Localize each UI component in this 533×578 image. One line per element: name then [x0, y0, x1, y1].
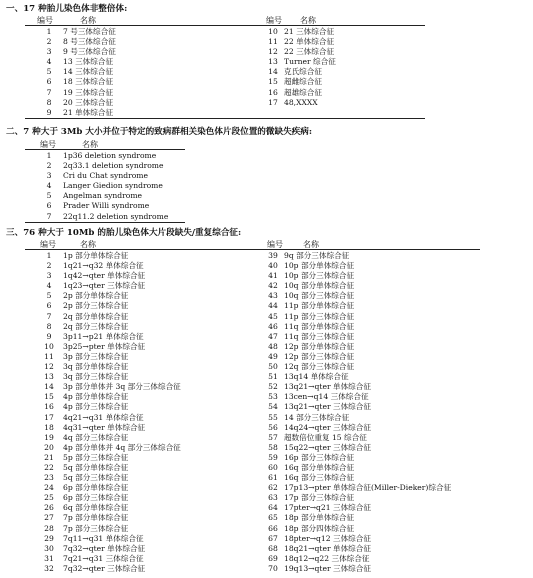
row-number: 59	[268, 452, 278, 462]
section1-col-no-right: 编号	[266, 16, 282, 25]
row-number: 68	[268, 543, 278, 553]
row-name: 15q22→qter 三体综合征	[284, 442, 371, 452]
row-name: 超雄综合征	[284, 87, 322, 97]
row-name: 18pter→q12 三体综合征	[284, 533, 371, 543]
section3-col-no-left: 编号	[40, 240, 56, 249]
row-number: 69	[268, 553, 278, 563]
row-name: Angelman syndrome	[63, 191, 143, 201]
table-row	[35, 312, 258, 322]
row-name: 19 三体综合征	[63, 87, 114, 97]
row-name: 10p 部分单体综合征	[284, 261, 355, 271]
table-row	[35, 554, 258, 564]
row-number: 49	[268, 351, 278, 361]
row-name: 10q 部分单体综合征	[284, 281, 355, 291]
row-number: 40	[268, 261, 278, 271]
row-name: 1p36 deletion syndrome	[63, 151, 157, 160]
row-number: 1	[46, 151, 52, 160]
row-name: 1q21→q32 单体综合征	[63, 261, 144, 271]
row-number: 10	[268, 27, 278, 36]
row-name: 18 三体综合征	[63, 77, 114, 87]
table-row	[35, 463, 258, 473]
row-name: Cri du Chat syndrome	[63, 171, 148, 181]
row-name: 7q32→qter 三体综合征	[63, 563, 146, 573]
section3-col-name-left: 名称	[80, 240, 96, 249]
row-number: 17	[44, 412, 54, 422]
row-number: 44	[268, 301, 278, 311]
row-name: 9 号三体综合征	[63, 47, 116, 57]
row-number: 6	[46, 201, 52, 211]
table-row	[262, 47, 434, 57]
row-number: 6	[46, 77, 52, 87]
row-name: 21 三体综合征	[284, 27, 335, 36]
table-row	[262, 534, 529, 544]
table-row	[35, 88, 243, 98]
row-number: 27	[44, 513, 54, 523]
row-number: 16	[268, 87, 278, 97]
row-name: 14q24→qter 三体综合征	[284, 422, 371, 432]
table-row	[262, 57, 434, 67]
table-row	[35, 251, 258, 261]
row-number: 30	[44, 543, 54, 553]
row-number: 19	[44, 432, 54, 442]
table-row	[262, 281, 529, 291]
row-number: 12	[44, 362, 54, 372]
table-row	[35, 301, 258, 311]
row-number: 47	[268, 331, 278, 341]
table-row	[35, 433, 258, 443]
section3-header-rule	[25, 249, 480, 250]
row-number: 46	[268, 321, 278, 331]
row-number: 1	[46, 251, 52, 260]
row-number: 55	[268, 412, 278, 422]
table-row	[262, 372, 529, 382]
row-number: 25	[44, 493, 54, 503]
row-name: 7p 部分单体综合征	[63, 513, 129, 523]
table-row	[35, 372, 258, 382]
row-number: 5	[46, 191, 52, 201]
row-name: 7q11→q31 单体综合征	[63, 533, 144, 543]
row-name: 21 单体综合征	[63, 107, 114, 117]
row-number: 61	[268, 473, 278, 483]
row-number: 43	[268, 291, 278, 301]
row-name: 4q21→q31 单体综合征	[63, 412, 144, 422]
table-row	[35, 544, 258, 554]
table-row	[35, 413, 258, 423]
row-number: 67	[268, 533, 278, 543]
row-name: 1q42→qter 单体综合征	[63, 271, 146, 281]
table-row	[262, 513, 529, 523]
row-name: 4q 部分三体综合征	[63, 432, 129, 442]
row-number: 24	[44, 483, 54, 493]
table-row	[35, 352, 258, 362]
table-row	[262, 503, 529, 513]
table-row	[262, 312, 529, 322]
section1-header-rule	[25, 25, 425, 26]
table-row	[35, 291, 258, 301]
row-name: 48,XXXX	[284, 97, 318, 107]
row-number: 16	[44, 402, 54, 412]
table-row	[35, 402, 258, 412]
row-name: 11q 部分单体综合征	[284, 321, 355, 331]
section3-col-name-right: 名称	[303, 240, 319, 249]
row-name: 5p 部分三体综合征	[63, 452, 129, 462]
row-number: 42	[268, 281, 278, 291]
row-name: 6p 部分三体综合征	[63, 493, 129, 503]
table-row	[262, 332, 529, 342]
table-row	[262, 322, 529, 332]
row-number: 15	[268, 77, 278, 87]
row-number: 28	[44, 523, 54, 533]
row-name: 17pter→q21 三体综合征	[284, 503, 371, 513]
table-row	[262, 67, 434, 77]
table-row	[262, 483, 529, 493]
row-number: 5	[46, 291, 52, 301]
row-name: 2q 部分单体综合征	[63, 311, 129, 321]
section1-right-table	[262, 27, 434, 108]
table-row	[35, 108, 243, 118]
row-number: 11	[44, 351, 54, 361]
table-row	[35, 362, 258, 372]
row-number: 31	[44, 553, 54, 563]
row-name: 6q 部分单体综合征	[63, 503, 129, 513]
row-number: 3	[46, 171, 52, 181]
row-name: 9q 部分三体综合征	[284, 251, 350, 260]
row-number: 6	[46, 301, 52, 311]
table-row	[35, 181, 223, 191]
row-name: 13cen→q14 三体综合征	[284, 392, 369, 402]
row-number: 56	[268, 422, 278, 432]
row-number: 7	[46, 311, 52, 321]
table-row	[262, 524, 529, 534]
row-number: 21	[44, 452, 54, 462]
table-row	[262, 433, 529, 443]
table-row	[262, 27, 434, 37]
row-name: 10p 部分三体综合征	[284, 271, 355, 281]
table-row	[35, 513, 258, 523]
row-number: 41	[268, 271, 278, 281]
section2-table	[35, 151, 223, 222]
table-row	[35, 564, 258, 574]
table-row	[262, 291, 529, 301]
row-name: 3p 部分三体综合征	[63, 351, 129, 361]
row-name: 1p 部分单体综合征	[63, 251, 129, 260]
row-number: 22	[44, 462, 54, 472]
table-row	[262, 37, 434, 47]
row-name: 7q32→qter 单体综合征	[63, 543, 146, 553]
section3-title: 三、76 种大于 10Mb 的胎儿染色体大片段缺失/重复综合征:	[6, 228, 242, 238]
table-row	[262, 564, 529, 574]
table-row	[262, 98, 434, 108]
row-name: 22 三体综合征	[284, 47, 335, 57]
row-number: 51	[268, 372, 278, 382]
table-row	[262, 423, 529, 433]
row-name: 6p 部分单体综合征	[63, 483, 129, 493]
row-number: 3	[46, 271, 52, 281]
row-name: 13q21→qter 三体综合征	[284, 402, 371, 412]
table-row	[35, 201, 223, 211]
table-row	[262, 362, 529, 372]
row-number: 58	[268, 442, 278, 452]
table-row	[35, 382, 258, 392]
section1-left-table	[35, 27, 243, 118]
row-number: 1	[46, 27, 52, 36]
table-row	[35, 524, 258, 534]
row-name: 3q 部分三体综合征	[63, 372, 129, 382]
row-name: 12p 部分单体综合征	[284, 341, 355, 351]
row-name: 2q 部分三体综合征	[63, 321, 129, 331]
table-row	[262, 342, 529, 352]
row-name: 12p 部分三体综合征	[284, 351, 355, 361]
section1-col-name-left: 名称	[80, 16, 96, 25]
table-row	[262, 392, 529, 402]
row-number: 4	[46, 181, 52, 191]
row-number: 5	[46, 67, 52, 77]
row-name: 16q 部分三体综合征	[284, 473, 355, 483]
table-row	[262, 473, 529, 483]
row-name: 5q 部分单体综合征	[63, 462, 129, 472]
row-name: 18p 部分单体综合征	[284, 513, 355, 523]
table-row	[262, 443, 529, 453]
row-name: 18q21→qter 单体综合征	[284, 543, 371, 553]
table-row	[35, 67, 243, 77]
row-name: 1q23→qter 三体综合征	[63, 281, 146, 291]
row-name: 17p13→pter 单体综合征(Miller-Dieker)综合征	[284, 483, 452, 493]
table-row	[262, 402, 529, 412]
table-row	[262, 493, 529, 503]
row-number: 54	[268, 402, 278, 412]
row-number: 4	[46, 281, 52, 291]
section3-left-table	[35, 251, 258, 574]
section2-bottom-rule	[25, 222, 185, 223]
table-row	[35, 493, 258, 503]
row-name: 4q31→qter 单体综合征	[63, 422, 146, 432]
section2-col-name: 名称	[82, 140, 98, 149]
row-name: Prader Willi syndrome	[63, 201, 150, 211]
row-number: 53	[268, 392, 278, 402]
section1-title: 一、17 种胎儿染色体非整倍体:	[6, 4, 128, 14]
row-number: 2	[46, 161, 52, 171]
row-number: 8	[46, 321, 52, 331]
table-row	[35, 161, 223, 171]
table-row	[262, 251, 529, 261]
row-name: 20 三体综合征	[63, 97, 114, 107]
table-row	[262, 382, 529, 392]
row-number: 7	[46, 211, 52, 221]
row-number: 13	[268, 57, 278, 67]
table-row	[35, 392, 258, 402]
row-name: 14 三体综合征	[63, 67, 114, 77]
table-row	[35, 443, 258, 453]
row-name: 2q33.1 deletion syndrome	[63, 161, 164, 171]
row-number: 13	[44, 372, 54, 382]
table-row	[262, 301, 529, 311]
row-number: 18	[44, 422, 54, 432]
row-name: Turner 综合征	[284, 57, 336, 67]
table-row	[35, 151, 223, 161]
table-row	[35, 57, 243, 67]
row-name: 10q 部分三体综合征	[284, 291, 355, 301]
row-number: 50	[268, 362, 278, 372]
row-number: 20	[44, 442, 54, 452]
row-name: 12q 部分三体综合征	[284, 362, 355, 372]
row-name: 11p 部分单体综合征	[284, 301, 355, 311]
table-row	[35, 27, 243, 37]
row-name: 13 三体综合征	[63, 57, 114, 67]
row-number: 29	[44, 533, 54, 543]
table-row	[35, 423, 258, 433]
table-row	[35, 171, 223, 181]
table-row	[35, 332, 258, 342]
row-number: 62	[268, 483, 278, 493]
table-row	[35, 534, 258, 544]
row-name: 22 单体综合征	[284, 37, 335, 47]
row-number: 39	[268, 251, 278, 260]
table-row	[262, 261, 529, 271]
row-name: 4p 部分单体综合征	[63, 392, 129, 402]
row-number: 7	[46, 87, 52, 97]
table-row	[35, 281, 258, 291]
row-name: 2p 部分单体综合征	[63, 291, 129, 301]
row-name: 3p25→pter 单体综合征	[63, 341, 146, 351]
row-name: 超数倍位重复 15 综合征	[284, 432, 367, 442]
row-number: 9	[46, 331, 52, 341]
row-number: 10	[44, 341, 54, 351]
table-row	[35, 483, 258, 493]
row-name: 11q 部分三体综合征	[284, 331, 355, 341]
section2-header-rule	[25, 149, 185, 150]
row-name: 14 部分三体综合征	[284, 412, 350, 422]
table-row	[262, 77, 434, 87]
row-number: 66	[268, 523, 278, 533]
row-name: 16p 部分三体综合征	[284, 452, 355, 462]
table-row	[35, 342, 258, 352]
section1-col-no-left: 编号	[37, 16, 53, 25]
section2-col-no: 编号	[40, 140, 56, 149]
row-name: 4p 部分三体综合征	[63, 402, 129, 412]
row-number: 48	[268, 341, 278, 351]
table-row	[35, 212, 223, 222]
row-number: 11	[268, 37, 278, 47]
row-name: 16q 部分单体综合征	[284, 462, 355, 472]
table-row	[35, 322, 258, 332]
row-name: 11p 部分三体综合征	[284, 311, 355, 321]
row-number: 12	[268, 47, 278, 57]
row-name: 克氏综合征	[284, 67, 322, 77]
table-row	[35, 261, 258, 271]
row-name: 3p11→p21 单体综合征	[63, 331, 144, 341]
row-name: 3q 部分单体综合征	[63, 362, 129, 372]
row-name: 7q21→q31 三体综合征	[63, 553, 144, 563]
table-row	[262, 554, 529, 564]
row-name: 22q11.2 deletion syndrome	[63, 211, 169, 221]
section3-col-no-right: 编号	[267, 240, 283, 249]
row-number: 2	[46, 261, 52, 271]
table-row	[35, 191, 223, 201]
table-row	[35, 453, 258, 463]
row-name: Langer Giedion syndrome	[63, 181, 163, 191]
table-row	[262, 413, 529, 423]
row-number: 23	[44, 473, 54, 483]
table-row	[262, 88, 434, 98]
row-name: 2p 部分三体综合征	[63, 301, 129, 311]
row-name: 18q12→q22 三体综合征	[284, 553, 370, 563]
table-row	[262, 352, 529, 362]
row-name: 7 号三体综合征	[63, 27, 116, 36]
row-name: 3p 部分单体并 3q 部分三体综合征	[63, 382, 181, 392]
row-name: 18p 部分四体综合征	[284, 523, 355, 533]
row-name: 17p 部分三体综合征	[284, 493, 355, 503]
row-number: 60	[268, 462, 278, 472]
row-number: 8	[46, 97, 52, 107]
row-name: 超雌综合征	[284, 77, 322, 87]
table-row	[35, 473, 258, 483]
section2-title: 二、7 种大于 3Mb 大小并位于特定的致病群相关染色体片段位置的微缺失疾病:	[6, 127, 313, 137]
table-row	[35, 37, 243, 47]
row-number: 64	[268, 503, 278, 513]
table-row	[35, 98, 243, 108]
table-row	[262, 453, 529, 463]
table-row	[35, 47, 243, 57]
row-number: 57	[268, 432, 278, 442]
table-row	[262, 271, 529, 281]
row-number: 65	[268, 513, 278, 523]
section3-right-table	[262, 251, 529, 574]
section1-col-name-right: 名称	[300, 16, 316, 25]
table-row	[262, 463, 529, 473]
row-number: 2	[46, 37, 52, 47]
row-number: 63	[268, 493, 278, 503]
section1-bottom-rule	[25, 118, 425, 119]
row-number: 70	[268, 563, 278, 573]
row-number: 15	[44, 392, 54, 402]
row-name: 19q13→qter 三体综合征	[284, 563, 371, 573]
row-number: 32	[44, 563, 54, 573]
row-number: 26	[44, 503, 54, 513]
row-name: 8 号三体综合征	[63, 37, 116, 47]
row-number: 14	[44, 382, 54, 392]
row-number: 45	[268, 311, 278, 321]
table-row	[35, 77, 243, 87]
row-name: 13q21→qter 单体综合征	[284, 382, 371, 392]
row-number: 17	[268, 97, 278, 107]
row-number: 3	[46, 47, 52, 57]
table-row	[35, 503, 258, 513]
row-number: 9	[46, 107, 52, 117]
row-name: 4p 部分单体并 4q 部分三体综合征	[63, 442, 181, 452]
row-number: 52	[268, 382, 278, 392]
row-number: 14	[268, 67, 278, 77]
row-name: 13q14 单体综合征	[284, 372, 349, 382]
table-row	[262, 544, 529, 554]
row-name: 5q 部分三体综合征	[63, 473, 129, 483]
table-row	[35, 271, 258, 281]
row-number: 4	[46, 57, 52, 67]
row-name: 7p 部分三体综合征	[63, 523, 129, 533]
